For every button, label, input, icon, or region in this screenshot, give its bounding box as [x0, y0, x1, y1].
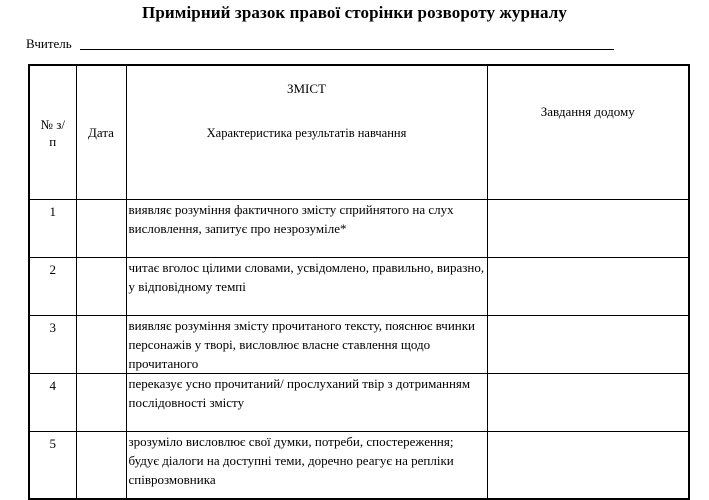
row-date-cell[interactable] — [76, 200, 126, 258]
header-content — [126, 65, 487, 200]
row-number: 2 — [29, 258, 76, 316]
header-homework: Завдання додому — [487, 65, 689, 200]
row-date-cell[interactable] — [76, 258, 126, 316]
table-row — [29, 316, 689, 374]
row-homework-cell[interactable] — [487, 374, 689, 432]
header-content-main: ЗМІСТ — [286, 81, 326, 96]
row-homework-cell[interactable] — [487, 200, 689, 258]
row-number: 1 — [29, 200, 76, 258]
row-content: читає вголос цілими словами, усвідомлено, правильно, виразно, у відповідному темпі — [126, 258, 487, 316]
row-homework-cell[interactable] — [487, 316, 689, 374]
table-row — [29, 200, 689, 258]
row-date-cell[interactable] — [76, 432, 126, 500]
row-content: виявляє розуміння фактичного змісту сприйнятого на слух висловлення, запитує про незрозуміле* — [126, 200, 487, 258]
row-date-cell[interactable] — [76, 316, 126, 374]
table-header-row — [29, 65, 689, 200]
header-number-label: № з/п — [40, 116, 65, 149]
row-content: зрозуміло висловлює свої думки, потреби, спостереження; будує діалоги на доступні теми, доречно реагує на репліки співрозмовника — [126, 432, 487, 500]
header-number — [29, 65, 76, 200]
journal-table — [28, 64, 690, 500]
row-number: 5 — [29, 432, 76, 500]
row-content: виявляє розуміння змісту прочитаного тексту, пояснює вчинки персонажів у творі, висловлює власне ставлення щодо прочитаного — [126, 316, 487, 374]
table-row — [29, 432, 689, 500]
teacher-name-line[interactable] — [80, 49, 614, 50]
row-date-cell[interactable] — [76, 374, 126, 432]
row-content: переказує усно прочитаний/ прослуханий твір з дотриманням послідовності змісту — [126, 374, 487, 432]
header-date: Дата — [76, 65, 126, 200]
table-row — [29, 374, 689, 432]
row-number: 3 — [29, 316, 76, 374]
teacher-label: Вчитель — [26, 36, 72, 51]
page-title: Примірний зразок правої сторінки розвороту журналу — [142, 3, 567, 22]
row-homework-cell[interactable] — [487, 432, 689, 500]
row-homework-cell[interactable] — [487, 258, 689, 316]
row-number: 4 — [29, 374, 76, 432]
table-row — [29, 258, 689, 316]
header-content-sub: Характеристика результатів навчання — [206, 126, 407, 140]
